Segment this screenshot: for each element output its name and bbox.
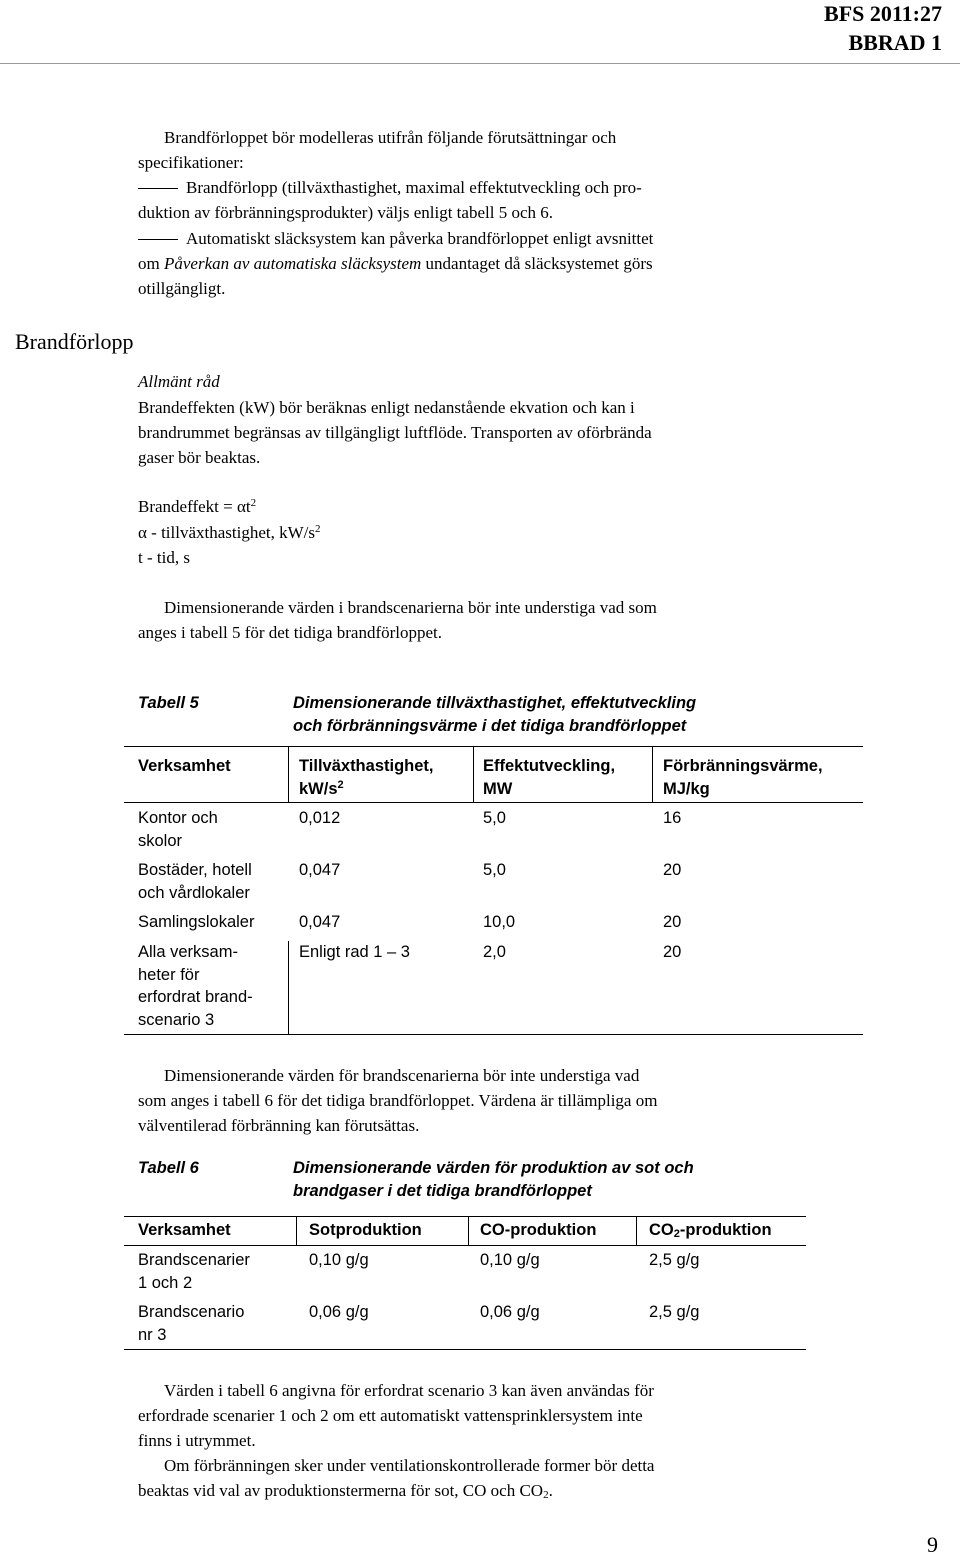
intro-line-1: Brandförloppet bör modelleras utifrån följande förutsättningar och	[164, 128, 617, 147]
table6-header-sot: Sotproduktion	[309, 1221, 422, 1239]
table6-header-co: CO-produktion	[480, 1221, 597, 1239]
bullet-2-line-2: om Påverkan av automatiska släcksystem undantaget då släcksystemet görs	[138, 254, 653, 273]
table6-intro-line-3: välventilerad förbränning kan förutsättas.	[138, 1116, 420, 1135]
table5-row-3-verksamhet: Samlingslokaler	[138, 913, 255, 931]
table6-top-rule	[124, 1216, 806, 1217]
table6-title-line-1: Dimensionerande värden för produktion av sot och	[293, 1159, 694, 1177]
table5-intro-line-2: anges i tabell 5 för det tidiga brandförloppet.	[138, 623, 443, 642]
table5-row-3-effekt: 10,0	[483, 913, 516, 931]
section-reference: Påverkan av automatiska släcksystem	[163, 254, 422, 273]
table6-label: Tabell 6	[138, 1159, 199, 1177]
table5-divider	[652, 747, 653, 803]
table6-row-1-co2: 2,5 g/g	[649, 1251, 700, 1269]
table6-header-rule	[124, 1245, 806, 1246]
bullet-2-line-3: otillgängligt.	[138, 279, 226, 298]
bullet-1-line-1: Brandförlopp (tillväxthastighet, maximal effektutveckling och pro-	[138, 176, 642, 201]
advice-title: Allmänt råd	[138, 372, 220, 391]
table5-row-4-effekt: 2,0	[483, 943, 506, 961]
table5-row-3-varme: 20	[663, 913, 682, 931]
table5-label: Tabell 5	[138, 694, 199, 712]
equation-line-3: t - tid, s	[138, 548, 190, 567]
table6-divider	[296, 1217, 297, 1245]
document-code: BFS 2011:27	[824, 1, 942, 26]
table5-bottom-rule	[124, 1034, 863, 1035]
closing-line-5: beaktas vid val av produktionstermerna för sot, CO och $CO_2$.	[138, 1481, 553, 1502]
table6-intro-line-2: som anges i tabell 6 för det tidiga brandförloppet. Värdena är tillämpliga om	[138, 1091, 658, 1110]
closing-line-4: Om förbränningen sker under ventilationskontrollerade former bör detta	[164, 1456, 655, 1475]
table5-row-2-verksamhet: Bostäder, hotell och vårdlokaler	[138, 861, 252, 902]
document-name: BBRAD 1	[848, 30, 942, 55]
table5-divider	[288, 747, 289, 803]
table5-row-2-varme: 20	[663, 861, 682, 879]
table5-header-rule	[124, 802, 863, 803]
table5-row-1-verksamhet: Kontor och skolor	[138, 809, 218, 850]
closing-line-1: Värden i tabell 6 angivna för erfordrat scenario 3 kan även användas för	[164, 1381, 654, 1400]
dash-marker	[138, 188, 178, 189]
table5-header-varme: Förbränningsvärme, MJ/kg	[663, 757, 823, 798]
bullet-2-line-1: Automatiskt släcksystem kan påverka brandförloppet enligt avsnittet	[138, 227, 653, 252]
table5-row-4-verksamhet: Alla verksam- heter för erfordrat brand- scenario 3	[138, 943, 253, 1029]
table6-bottom-rule	[124, 1349, 806, 1350]
table5-row-3-tillvaxt: 0,047	[299, 913, 341, 931]
bullet-1-line-2: duktion av förbränningsprodukter) väljs enligt tabell 5 och 6.	[138, 203, 553, 222]
table6-row-2-co2: 2,5 g/g	[649, 1303, 700, 1321]
table6-divider	[636, 1217, 637, 1245]
dash-marker	[138, 239, 178, 240]
equation-line-2: α - tillväxthastighet, $kW/s^2$	[138, 522, 321, 542]
table6-row-1-sot: 0,10 g/g	[309, 1251, 369, 1269]
advice-line-2: brandrummet begränsas av tillgängligt luftflöde. Transporten av oförbrända	[138, 423, 652, 442]
closing-line-2: erfordrade scenarier 1 och 2 om ett automatiskt vattensprinklersystem inte	[138, 1406, 643, 1425]
equation-line-1: Brandeffekt = $\alpha t^2$	[138, 496, 257, 516]
table5-row-1-varme: 16	[663, 809, 682, 827]
advice-line-3: gaser bör beaktas.	[138, 448, 261, 467]
closing-line-3: finns i utrymmet.	[138, 1431, 256, 1450]
table6-row-1-co: 0,10 g/g	[480, 1251, 540, 1269]
table5-row-2-effekt: 5,0	[483, 861, 506, 879]
table5-row-4-varme: 20	[663, 943, 682, 961]
table6-header-verksamhet: Verksamhet	[138, 1221, 231, 1239]
table5-row-4-tillvaxt: Enligt rad 1 – 3	[299, 943, 410, 961]
table6-header-co2: $CO_2$-produktion	[649, 1221, 772, 1241]
advice-line-1: Brandeffekten (kW) bör beräknas enligt nedanstående ekvation och kan i	[138, 398, 635, 417]
table5-header-effekt: Effektutveckling, MW	[483, 757, 616, 798]
section-heading: Brandförlopp	[15, 329, 134, 354]
table6-title-line-2: brandgaser i det tidiga brandförloppet	[293, 1182, 592, 1200]
table6-intro-line-1: Dimensionerande värden för brandscenarierna bör inte understiga vad	[164, 1066, 640, 1085]
table5-row-2-tillvaxt: 0,047	[299, 861, 341, 879]
table6-row-2-co: 0,06 g/g	[480, 1303, 540, 1321]
table6-row-2-verksamhet: Brandscenario nr 3	[138, 1303, 245, 1344]
table5-top-rule	[124, 746, 863, 747]
table5-title-line-1: Dimensionerande tillväxthastighet, effektutveckling	[293, 694, 697, 712]
table5-row-1-tillvaxt: 0,012	[299, 809, 341, 827]
table6-divider	[468, 1217, 469, 1245]
table6-row-1-verksamhet: Brandscenarier 1 och 2	[138, 1251, 250, 1292]
table5-title-line-2: och förbränningsvärme i det tidiga brandförloppet	[293, 717, 687, 735]
table6-row-2-sot: 0,06 g/g	[309, 1303, 369, 1321]
table5-header-verksamhet: Verksamhet	[138, 757, 231, 775]
table5-row-1-effekt: 5,0	[483, 809, 506, 827]
table5-header-tillvaxt: Tillväxthastighet, $kW/s^2$	[299, 757, 434, 798]
table5-divider	[473, 747, 474, 803]
table5-intro-line-1: Dimensionerande värden i brandscenarierna bör inte understiga vad som	[164, 598, 657, 617]
intro-line-2: specifikationer:	[138, 153, 244, 172]
table5-divider	[288, 941, 289, 1034]
header-rule	[0, 63, 960, 64]
page-number: 9	[927, 1532, 938, 1557]
